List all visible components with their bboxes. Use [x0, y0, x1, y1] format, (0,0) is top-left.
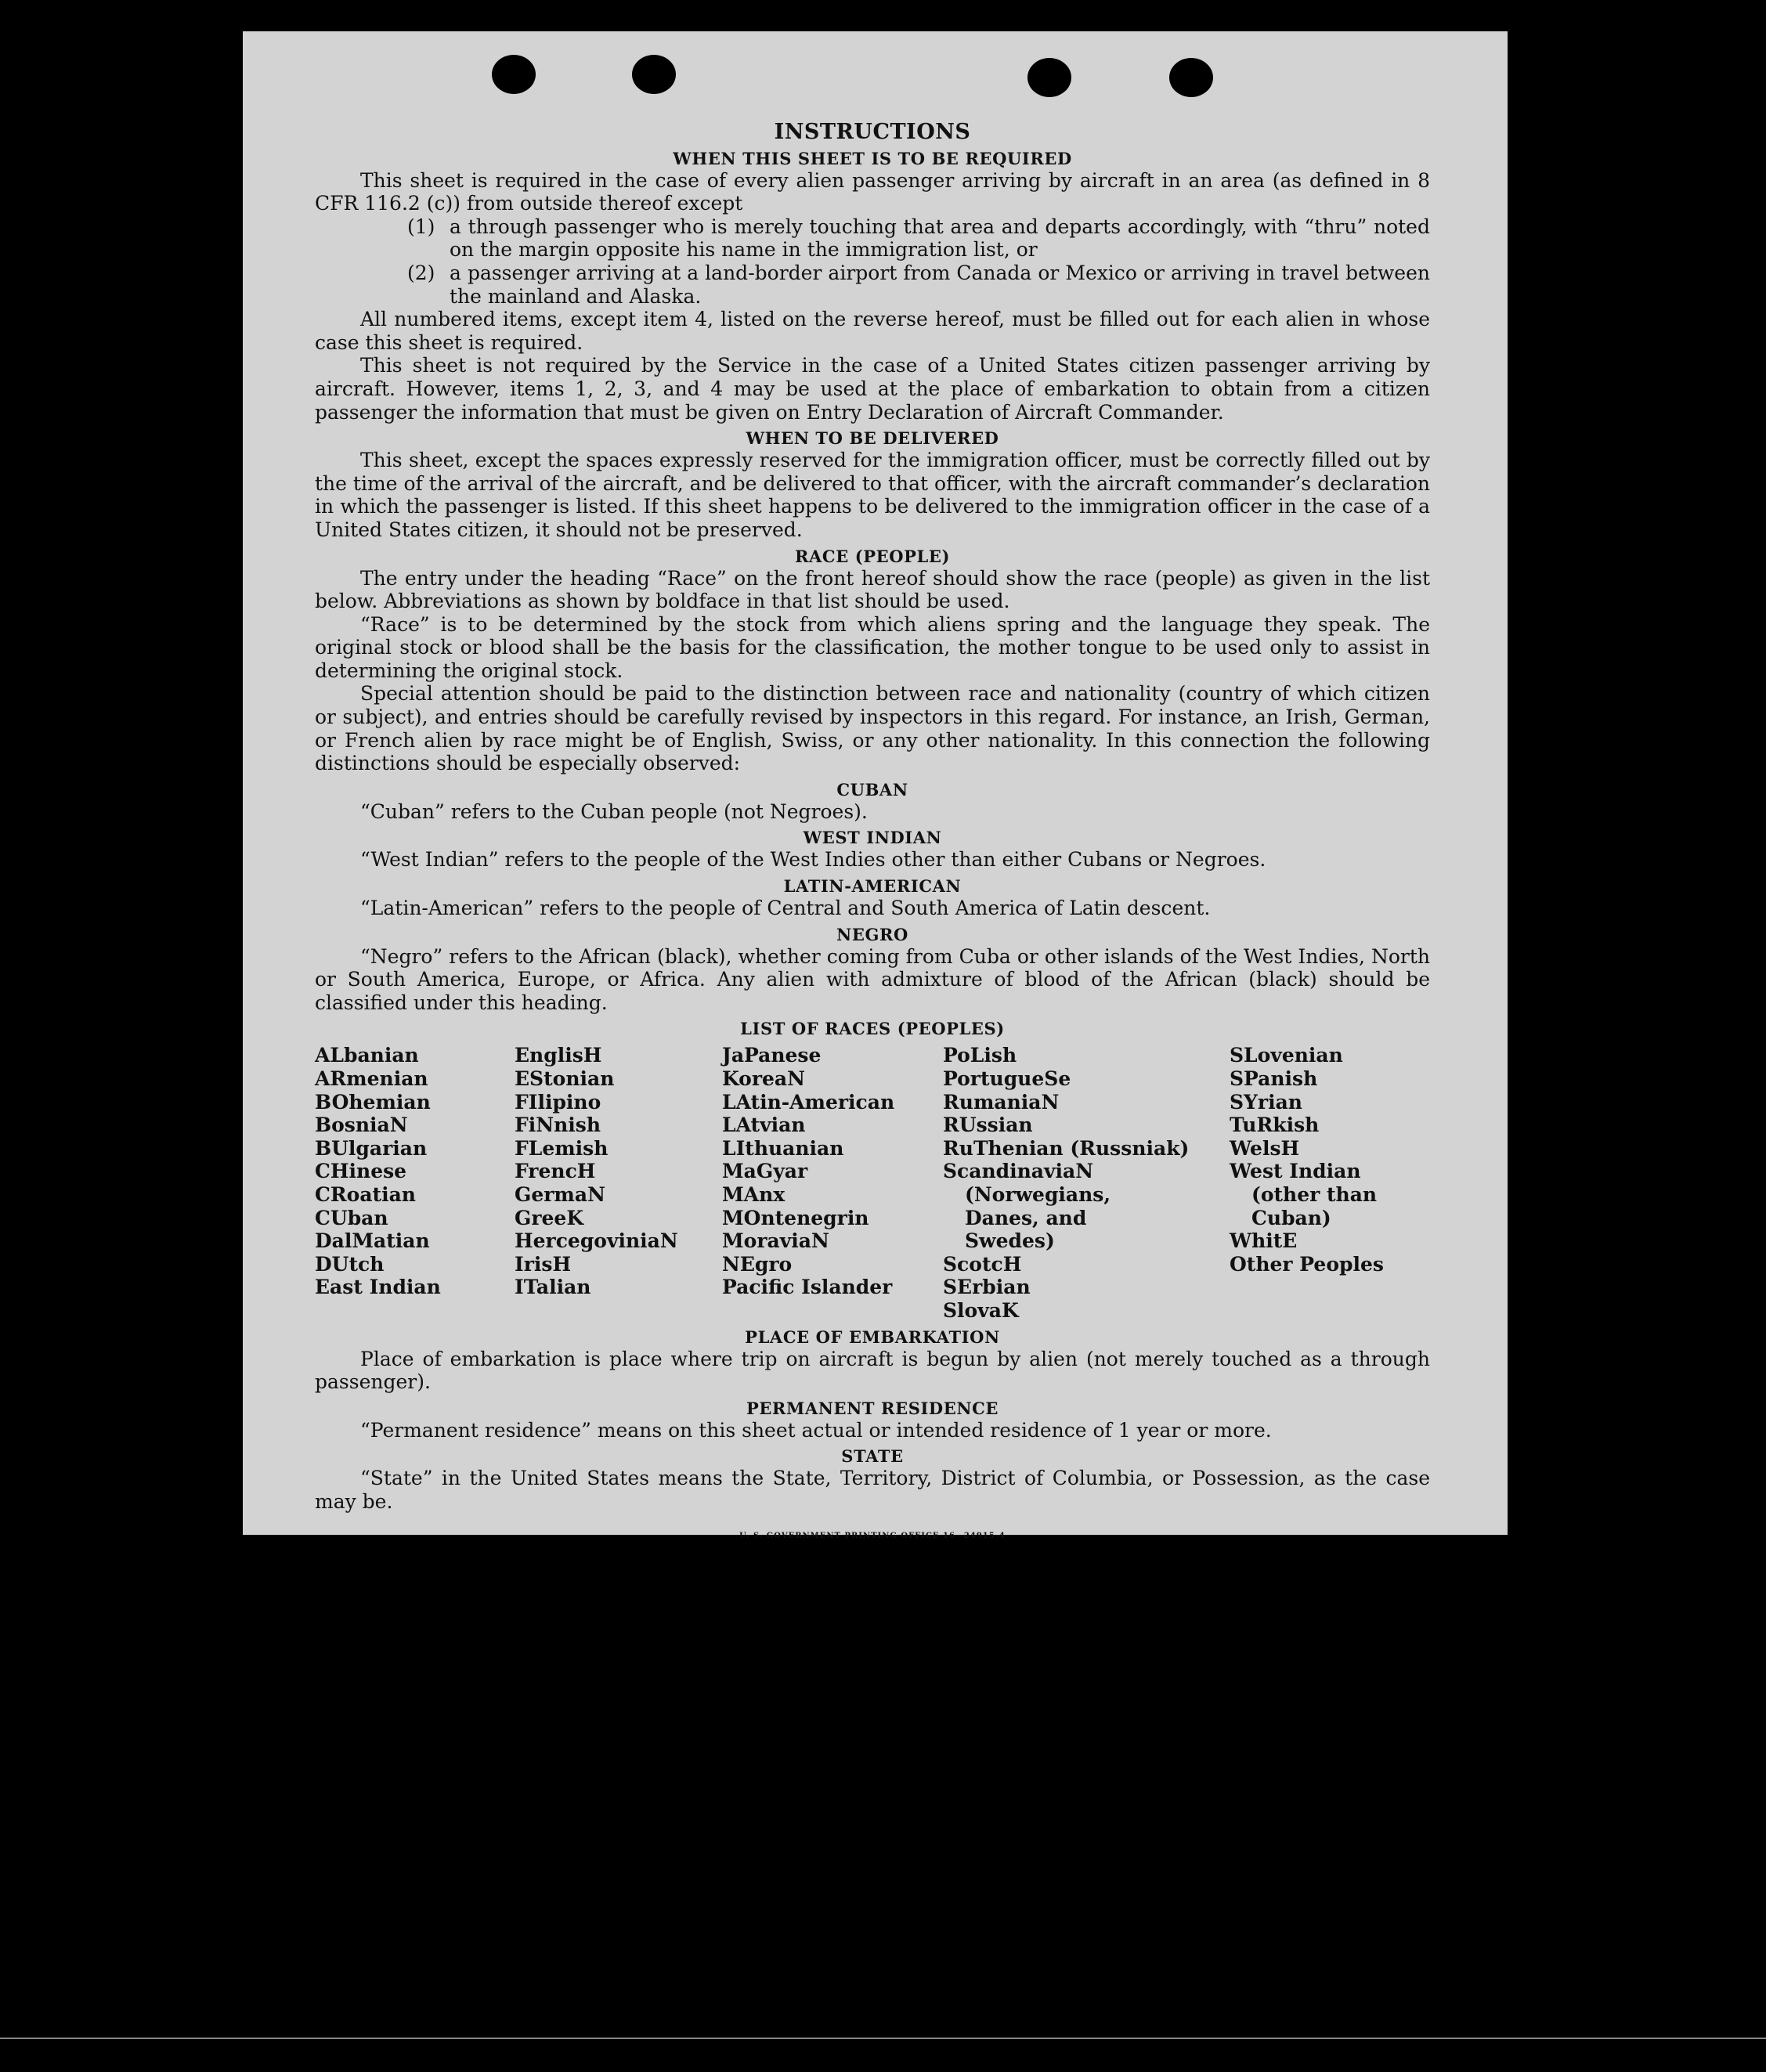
race-entry: SLovenian	[1230, 1044, 1343, 1067]
paragraph: This sheet, except the spaces expressly reserved for the immigration officer, must be correctly filled out by the time of the arrival of the aircraft, and be delivered to that officer, with the aircraft commander’s declaration in which the passenger is listed. If this sheet happens to be delivered to the immigration officer in the case of a United States citizen, it should not be preserved.	[315, 449, 1430, 541]
races-column	[722, 1044, 943, 1322]
race-entry: West Indian (other than Cuban)	[1230, 1160, 1378, 1229]
page-title: INSTRUCTIONS	[774, 120, 971, 144]
race-entry: MAnx	[722, 1182, 785, 1206]
race-entry: GermaN	[515, 1182, 605, 1206]
race-entry: DalMatian	[315, 1229, 430, 1253]
paragraph: “Negro” refers to the African (black), whether coming from Cuba or other islands of the West Indies, North or South America, Europe, or Africa. Any alien with admixture of blood of the African (black) should be classified under this heading.	[315, 944, 1430, 1014]
race-entry: JaPanese	[722, 1044, 822, 1067]
race-entry: SErbian	[943, 1276, 1031, 1299]
section-heading: WHEN TO BE DELIVERED	[746, 428, 999, 449]
scan-edge-line	[0, 2038, 1766, 2039]
race-entry: RuThenian (Russniak)	[943, 1136, 1190, 1160]
race-entry: FiNnish	[515, 1114, 601, 1137]
paragraph: Place of embarkation is place where trip on aircraft is begun by alien (not merely touched as a through passenger).	[315, 1347, 1430, 1394]
race-entry: SYrian	[1230, 1090, 1302, 1114]
races-column	[515, 1044, 722, 1322]
race-entry: WhitE	[1230, 1229, 1298, 1253]
race-entry: RUssian	[943, 1114, 1033, 1137]
section-heading: PERMANENT RESIDENCE	[746, 1398, 999, 1418]
race-entry: FIlipino	[515, 1090, 601, 1114]
races-column	[315, 1044, 515, 1322]
item-text: a through passenger who is merely touching that area and departs accordingly, with “thru” noted on the margin opposite his name in the immigration list, or	[450, 215, 1430, 262]
race-entry: MoraviaN	[722, 1229, 829, 1253]
printer-footer: U. S. GOVERNMENT PRINTING OFFICE 16—24915-4	[739, 1531, 1006, 1540]
races-list	[315, 1044, 1430, 1322]
paragraph: This sheet is required in the case of every alien passenger arriving by aircraft in an area (as defined in 8 CFR 116.2 (c)) from outside thereof except	[315, 168, 1430, 215]
paragraph: This sheet is not required by the Service in the case of a United States citizen passenger arriving by aircraft. However, items 1, 2, 3, and 4 may be used at the place of embarkation to obtain from a citizen passenger the information that must be given on Entry Declaration of Aircraft Commander.	[315, 354, 1430, 424]
race-entry: Pacific Islander	[722, 1276, 893, 1299]
race-entry: LIthuanian	[722, 1136, 844, 1160]
race-entry: IrisH	[515, 1252, 572, 1276]
race-entry: NEgro	[722, 1252, 793, 1276]
race-entry: SPanish	[1230, 1067, 1318, 1090]
race-entry: KoreaN	[722, 1067, 805, 1090]
race-entry: GreeK	[515, 1206, 584, 1229]
paragraph: “Race” is to be determined by the stock from which aliens spring and the language they speak. The original stock or blood shall be the basis for the classification, the mother tongue to be used only to assist in determining the original stock.	[315, 612, 1430, 682]
item-text: a passenger arriving at a land-border airport from Canada or Mexico or arriving in travel between the mainland and Alaska.	[450, 261, 1430, 308]
race-entry: TuRkish	[1230, 1114, 1320, 1137]
paragraph: “Latin-American” refers to the people of Central and South America of Latin descent.	[360, 897, 1211, 920]
item-number: (1)	[407, 215, 435, 238]
paragraph: “Permanent residence” means on this sheet actual or intended residence of 1 year or more.	[360, 1418, 1272, 1442]
section-heading: RACE (PEOPLE)	[794, 546, 951, 566]
section-heading: LATIN-AMERICAN	[783, 876, 962, 897]
section-heading: CUBAN	[836, 779, 908, 800]
section-heading: STATE	[841, 1446, 904, 1467]
race-entry: ScotcH	[943, 1252, 1022, 1276]
paragraph: The entry under the heading “Race” on the front hereof should show the race (people) as given in the list below. Abbreviations as shown by boldface in that list should be used.	[315, 566, 1430, 613]
section-heading: WHEN THIS SHEET IS TO BE REQUIRED	[673, 148, 1072, 168]
race-entry: LAtvian	[722, 1114, 806, 1137]
section-heading: NEGRO	[836, 924, 908, 944]
section-heading: LIST OF RACES (PEOPLES)	[740, 1019, 1005, 1039]
race-entry: LAtin-American	[722, 1090, 895, 1114]
race-entry: ITalian	[515, 1276, 591, 1299]
race-entry: SlovaK	[943, 1298, 1019, 1322]
item-number: (2)	[407, 261, 435, 284]
race-entry: DUtch	[315, 1252, 385, 1276]
paragraph: “State” in the United States means the State, Territory, District of Columbia, or Possession, as the case may be.	[315, 1467, 1430, 1513]
race-entry: WelsH	[1230, 1136, 1300, 1160]
race-entry: ARmenian	[315, 1067, 428, 1090]
race-entry: PoLish	[943, 1044, 1017, 1067]
race-entry: BosniaN	[315, 1114, 408, 1137]
race-entry: PortugueSe	[943, 1067, 1071, 1090]
race-entry: CRoatian	[315, 1182, 416, 1206]
document-sheet	[243, 31, 1508, 1540]
race-entry: CUban	[315, 1206, 388, 1229]
race-entry: CHinese	[315, 1160, 407, 1183]
race-entry: MOntenegrin	[722, 1206, 869, 1229]
race-entry: BUlgarian	[315, 1136, 428, 1160]
race-entry: RumaniaN	[943, 1090, 1060, 1114]
race-entry: ALbanian	[315, 1044, 419, 1067]
races-column	[943, 1044, 1190, 1322]
instructions-content	[315, 86, 1430, 1547]
race-entry: EnglisH	[515, 1044, 602, 1067]
race-entry: East Indian	[315, 1276, 441, 1299]
paragraph: “West Indian” refers to the people of the West Indies other than either Cubans or Negroes.	[360, 848, 1266, 872]
paragraph: Special attention should be paid to the distinction between race and nationality (country of which citizen or subject), and entries should be carefully revised by inspectors in this regard. For instance, an Irish, German, or French alien by race might be of English, Swiss, or any other nationality. In this connection the following distinctions should be especially observed:	[315, 682, 1430, 775]
race-entry: FrencH	[515, 1160, 596, 1183]
section-heading: WEST INDIAN	[803, 828, 942, 848]
list-item	[407, 262, 1430, 308]
race-entry: BOhemian	[315, 1090, 431, 1114]
race-entry: MaGyar	[722, 1160, 808, 1183]
race-entry: Other Peoples	[1230, 1252, 1384, 1276]
paragraph: All numbered items, except item 4, listed on the reverse hereof, must be filled out for each alien in whose case this sheet is required.	[315, 308, 1430, 354]
races-column	[1164, 1044, 1430, 1322]
race-entry: EStonian	[515, 1067, 615, 1090]
section-heading: PLACE OF EMBARKATION	[745, 1327, 1000, 1347]
list-item	[407, 215, 1430, 262]
paragraph: “Cuban” refers to the Cuban people (not Negroes).	[360, 800, 868, 823]
race-entry: FLemish	[515, 1136, 609, 1160]
race-entry: HercegoviniaN	[515, 1229, 678, 1253]
race-entry: ScandinaviaN (Norwegians, Danes, and Swedes)	[943, 1160, 1111, 1253]
